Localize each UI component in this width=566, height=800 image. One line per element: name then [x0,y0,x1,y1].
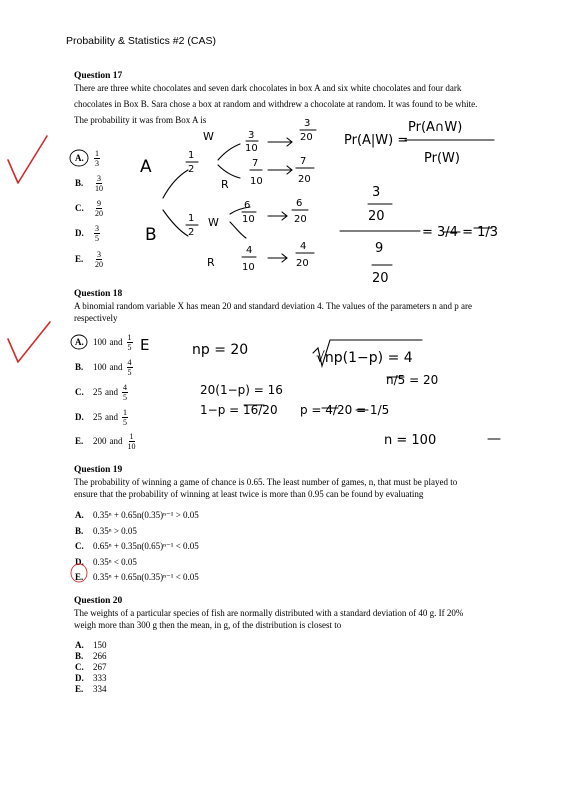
svg-text:7: 7 [300,156,307,167]
q18-option-b[interactable]: B. 100 and $\frac{4}{5}$ [75,357,132,377]
fraction: $\frac{3}{20}$ [95,249,103,269]
tree-branch-b [163,210,188,236]
option-value: 266 [93,650,107,661]
option-label: C. [75,661,84,672]
svg-text:2: 2 [188,164,195,175]
question-19-title: Question 19 [74,465,123,475]
arrow-4 [268,254,287,262]
option-label: A. [75,153,84,163]
question-18-line-1: A binomial random variable X has mean 20 and standard deviation 4. The values of the parameters n and p are [74,301,472,311]
fraction: $\frac{4}{5}$ [127,357,132,377]
fraction: $\frac{1}{5}$ [123,407,127,427]
q18-option-a[interactable]: A. 100 and $\frac{1}{5}$ [75,332,132,352]
q18-np: np = 20 [192,342,249,358]
svg-text:4: 4 [246,245,253,256]
option-label: A. [75,639,84,650]
tree-branch-a [163,170,188,198]
q18-step2: 1−p = 16/20 [200,403,278,417]
formula-left: Pr(A|W) = [344,133,409,148]
option-label: E. [75,254,84,264]
svg-text:2: 2 [188,227,195,238]
option-expression: 0.65ⁿ + 0.35n(0.65)ⁿ⁻¹ < 0.05 [93,540,199,551]
fraction: $\frac{1}{10}$ [127,431,136,451]
svg-text:6: 6 [244,200,251,211]
question-20-title: Question 20 [74,596,123,606]
svg-text:20: 20 [368,209,385,224]
arrow-1 [268,138,292,146]
option-expression: 0.35ⁿ > 0.05 [93,526,137,536]
option-expression: 0.35ⁿ < 0.05 [93,557,137,567]
option-label: D. [75,557,84,567]
svg-text:9: 9 [375,241,384,256]
tree-branch-r-top [218,165,240,178]
q18-letter-e: E [140,336,150,354]
q18-step1: 20(1−p) = 16 [200,383,283,397]
question-17-line-3: The probability it was from Box A is [74,115,207,125]
svg-text:3: 3 [372,185,381,200]
option-label: D. [75,412,84,422]
q18-sd: √np(1−p) = 4 [316,350,413,366]
question-20-line-1: The weights of a particular species of fish are normally distributed with a standard deviation of 40 g. If 20% [74,608,464,618]
option-label: B. [75,178,84,188]
option-label: B. [75,650,84,661]
question-19-line-1: The probability of winning a game of chance is 0.65. The least number of games, n, that must be played to [74,477,458,487]
tree-label-b: B [145,225,157,245]
q18-step3: p = 4/20 = 1/5 [300,403,390,417]
fraction: $\frac{1}{5}$ [127,332,132,352]
q18-step5: n = 100 [384,433,437,448]
svg-text:20: 20 [294,214,307,225]
answer-circle-q19-e [71,564,87,582]
tree-r-label: R [221,178,229,191]
option-label: C. [75,387,84,397]
option-label: E. [75,436,84,446]
fraction: $\frac{3}{10}$ [95,173,103,193]
question-20-line-2: weigh more than 300 g then the mean, in g, of the distribution is closest to [74,620,342,630]
question-18-title: Question 18 [74,289,123,299]
svg-text:10: 10 [242,214,255,225]
question-17-title: Question 17 [74,71,123,81]
option-label: C. [75,541,84,551]
option-label: C. [75,203,84,213]
question-18-line-2: respectively [74,313,118,323]
svg-text:10: 10 [245,143,258,154]
svg-text:4: 4 [300,241,307,252]
question-17-line-2: chocolates in Box B. Sara chose a box at random and withdrew a chocolate at random. It was found to be white. [74,99,478,109]
tree-label-a: A [140,157,152,177]
question-19-line-2: ensure that the probability of winning at least twice is more than 0.95 can be found by evaluating [74,489,424,499]
tree-w-label: W [203,130,214,143]
fraction: $\frac{1}{3}$ [95,148,99,168]
svg-text:10: 10 [250,176,263,187]
svg-text:1: 1 [188,213,195,224]
option-value: 334 [93,683,107,694]
svg-text:20: 20 [296,258,309,269]
svg-text:20: 20 [372,271,389,286]
svg-text:20: 20 [298,174,311,185]
option-value: 333 [93,672,107,683]
tree-r-label: R [207,256,215,269]
q18-option-c[interactable]: C. 25 and $\frac{4}{5}$ [75,382,127,402]
check-mark-q18-icon [8,322,50,362]
q18-option-d[interactable]: D. 25 and $\frac{1}{5}$ [75,407,127,427]
option-value: 267 [93,661,107,672]
formula-numerator: Pr(A∩W) [408,120,463,135]
q17-result: = 3/4 = 1/3 [422,225,499,240]
page-header: Probability & Statistics #2 (CAS) [66,35,216,47]
tree-branch-w-top [218,144,240,160]
svg-text:20: 20 [300,132,313,143]
option-expression: 0.35ⁿ + 0.65n(0.35)ⁿ⁻¹ < 0.05 [93,571,199,582]
q18-step4: n/5 = 20 [386,373,439,387]
svg-text:3: 3 [304,118,311,129]
option-label: B. [75,526,84,536]
option-label: E. [75,683,84,694]
svg-text:10: 10 [242,262,255,273]
option-label: D. [75,672,84,683]
answer-circle-q17-a [70,150,88,166]
check-mark-q17-icon [8,136,47,183]
fraction: $\frac{9}{20}$ [95,198,103,218]
q18-option-e[interactable]: E. 200 and $\frac{1}{10}$ [75,431,136,451]
arrow-2 [268,166,292,174]
tree-w-label: W [208,216,219,229]
question-17-line-1: There are three white chocolates and seven dark chocolates in box A and six white chocolates and four dark [74,83,462,93]
option-label: D. [75,228,84,238]
svg-text:1: 1 [188,150,195,161]
svg-text:6: 6 [296,198,303,209]
fraction: $\frac{3}{5}$ [95,223,99,243]
option-label: A. [75,510,84,520]
option-label: E. [75,572,84,582]
option-expression: 0.35ⁿ + 0.65n(0.35)ⁿ⁻¹ > 0.05 [93,509,199,520]
answer-circle-q18-a [71,335,87,349]
svg-text:7: 7 [252,158,259,169]
option-value: 150 [93,639,107,650]
fraction: $\frac{4}{5}$ [123,382,127,402]
option-label: B. [75,362,84,372]
svg-text:3: 3 [248,130,255,141]
formula-denominator: Pr(W) [424,151,460,166]
arrow-3 [268,212,287,220]
option-label: A. [75,337,84,347]
